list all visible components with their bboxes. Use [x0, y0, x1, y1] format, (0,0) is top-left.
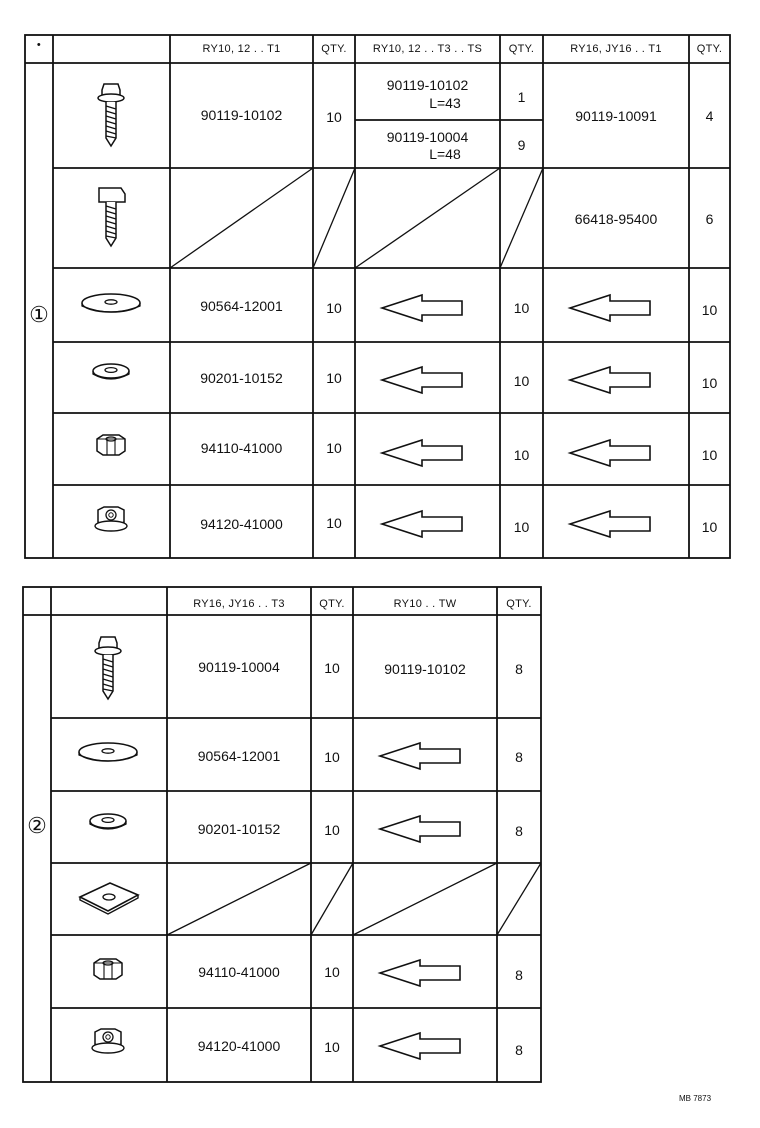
part-number: 90119-10102 [386, 77, 469, 93]
quantity: 10 [326, 515, 342, 531]
quantity: 10 [324, 1039, 340, 1055]
group-symbol: ② [27, 813, 47, 838]
drawing-reference: MB 7873 [679, 1094, 712, 1103]
header-qty: QTY. [319, 598, 345, 610]
quantity: 10 [324, 822, 340, 838]
quantity: 10 [324, 660, 340, 676]
part-number: 94110-41000 [198, 964, 280, 980]
flange-nut-icon [95, 507, 127, 531]
same-as-left-arrow-icon [382, 295, 462, 321]
t-bolt-icon [99, 188, 125, 246]
group-symbol: ① [29, 302, 49, 327]
small-washer-icon [93, 364, 129, 379]
same-as-left-arrow-icon [382, 440, 462, 466]
quantity: 10 [701, 519, 718, 535]
header-qty: QTY. [321, 43, 347, 55]
quantity: 10 [513, 373, 530, 389]
quantity: 9 [517, 137, 526, 153]
quantity: 10 [701, 447, 718, 463]
same-as-left-arrow-icon [570, 295, 650, 321]
same-as-left-arrow-icon [382, 367, 462, 393]
flange-nut-icon [92, 1029, 124, 1053]
part-number: 90119-10102 [200, 107, 283, 123]
small-washer-icon [90, 814, 126, 829]
quantity: 6 [705, 211, 714, 227]
quantity: 4 [705, 108, 714, 124]
corner-mark: • [36, 39, 42, 51]
part-number: 90119-10091 [575, 108, 657, 124]
header-qty: QTY. [506, 598, 532, 610]
part-number: 94120-41000 [197, 1038, 281, 1054]
part-number: 90564-12001 [200, 298, 283, 314]
quantity: 8 [515, 967, 523, 983]
part-number: 90564-12001 [197, 748, 281, 764]
same-as-left-arrow-icon [380, 1033, 460, 1059]
quantity: 8 [515, 823, 523, 839]
header-ry10-12-t3-ts: RY10, 12 . . T3 . . TS [372, 43, 483, 55]
part-number: 90201-10152 [200, 370, 283, 386]
large-washer-icon [79, 743, 137, 761]
part-number: 66418-95400 [574, 211, 658, 227]
quantity: 10 [326, 109, 342, 125]
quantity: 10 [513, 447, 530, 463]
square-plate-washer-icon [80, 883, 138, 914]
quantity: 10 [513, 300, 530, 316]
quantity: 10 [326, 440, 342, 456]
quantity: 10 [324, 964, 340, 980]
quantity: 10 [701, 375, 718, 391]
quantity: 8 [515, 1042, 523, 1058]
part-number: 90119-10004 [386, 129, 469, 145]
quantity: 8 [515, 661, 523, 677]
same-as-left-arrow-icon [570, 367, 650, 393]
length-note: L=43 [429, 95, 461, 111]
part-number: 90119-10102 [384, 661, 466, 677]
large-washer-icon [82, 294, 140, 312]
length-note: L=48 [429, 146, 461, 162]
quantity: 10 [326, 370, 342, 386]
flange-bolt-icon [98, 84, 124, 146]
same-as-left-arrow-icon [382, 511, 462, 537]
same-as-left-arrow-icon [380, 960, 460, 986]
same-as-left-arrow-icon [570, 440, 650, 466]
same-as-left-arrow-icon [570, 511, 650, 537]
header-ry16-jy16-t3: RY16, JY16 . . T3 [193, 598, 285, 610]
quantity: 8 [515, 749, 523, 765]
quantity: 10 [701, 302, 718, 318]
part-number: 90119-10004 [198, 659, 280, 675]
header-ry10-tw: RY10 . . TW [393, 598, 457, 610]
header-ry16-jy16-t1: RY16, JY16 . . T1 [570, 43, 662, 55]
part-number: 94120-41000 [200, 516, 283, 532]
quantity: 10 [326, 300, 342, 316]
header-qty: QTY. [696, 43, 723, 55]
part-number: 94110-41000 [200, 440, 283, 456]
quantity: 10 [324, 749, 340, 765]
quantity: 1 [517, 89, 526, 105]
header-qty: QTY. [508, 43, 535, 55]
part-number: 90201-10152 [197, 821, 281, 837]
hex-nut-icon [97, 435, 125, 455]
hex-nut-icon [94, 959, 122, 979]
header-ry10-12-t1: RY10, 12 . . T1 [202, 43, 281, 55]
same-as-left-arrow-icon [380, 743, 460, 769]
same-as-left-arrow-icon [380, 816, 460, 842]
quantity: 10 [513, 519, 530, 535]
flange-bolt-icon [95, 637, 121, 699]
